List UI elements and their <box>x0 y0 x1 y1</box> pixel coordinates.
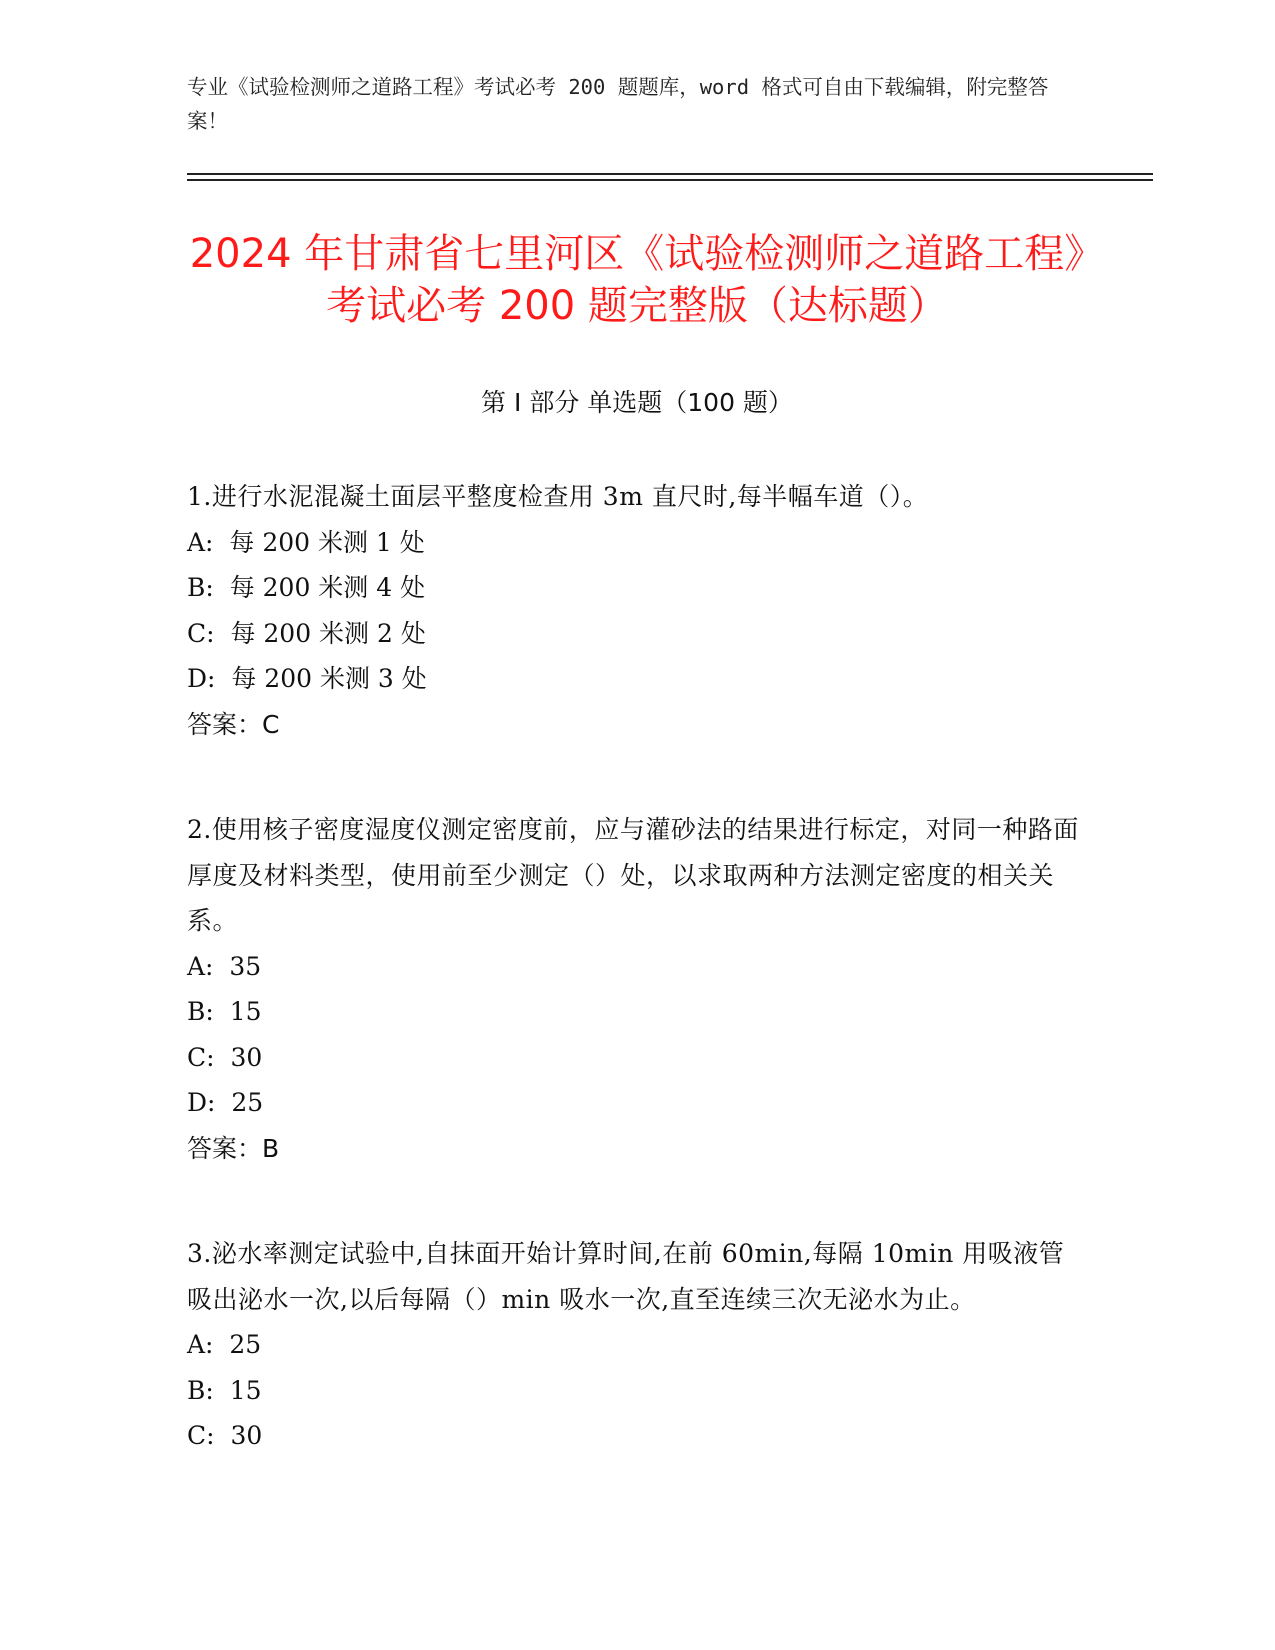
question-list <box>187 474 1087 1519</box>
question-1 <box>187 474 1087 747</box>
answer-line: 答案：C <box>187 709 280 739</box>
option-a: A: 25 <box>187 1330 262 1359</box>
question-2 <box>187 807 1087 1171</box>
option-b: B: 15 <box>187 1375 262 1405</box>
question-text: 1.进行水泥混凝土面层平整度检查用 3m 直尺时,每半幅车道（）。 <box>187 482 929 511</box>
question-3 <box>187 1231 1087 1459</box>
header-divider-top <box>187 173 1153 175</box>
option-d: D: 每 200 米测 3 处 <box>187 664 427 693</box>
option-a: A: 每 200 米测 1 处 <box>187 527 425 557</box>
option-c: C: 每 200 米测 2 处 <box>187 618 426 648</box>
option-b: B: 15 <box>187 997 262 1026</box>
option-d: D: 25 <box>187 1088 264 1117</box>
question-text: 2.使用核子密度湿度仪测定密度前，应与灌砂法的结果进行标定，对同一种路面厚度及材料类型，使用前至少测定（）处，以求取两种方法测定密度的相关关系。 <box>187 815 1079 935</box>
option-c: C: 30 <box>187 1421 263 1450</box>
header-note: 专业《试验检测师之道路工程》考试必考 200 题题库，word 格式可自由下载编辑，附完整答案！ <box>187 75 1049 133</box>
option-a: A: 35 <box>187 951 262 981</box>
header-divider-bottom <box>187 179 1153 181</box>
section-title: 第 I 部分 单选题（100 题） <box>481 388 793 417</box>
option-b: B: 每 200 米测 4 处 <box>187 573 426 602</box>
option-c: C: 30 <box>187 1042 263 1072</box>
document-title: 2024 年甘肃省七里河区《试验检测师之道路工程》考试必考 200 题完整版（达标题） <box>189 231 1085 329</box>
answer-line: 答案：B <box>187 1133 280 1163</box>
question-text: 3.泌水率测定试验中,自抹面开始计算时间,在前 60min,每隔 10min 用吸液管吸出泌水一次,以后每隔（）min 吸水一次,直至连续三次无泌水为止。 <box>187 1239 1065 1314</box>
